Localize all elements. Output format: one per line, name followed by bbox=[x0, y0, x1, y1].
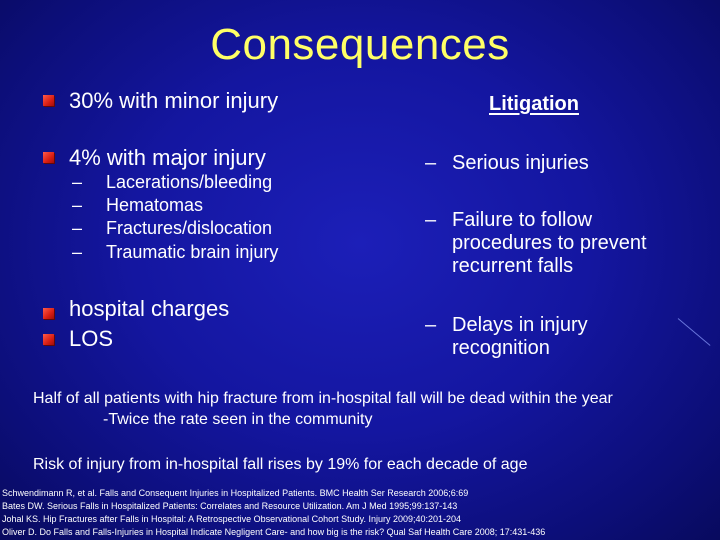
sub-bullet-text: Traumatic brain injury bbox=[106, 242, 279, 262]
bullet-square-icon bbox=[43, 334, 54, 345]
reference-item: Schwendimann R, et al. Falls and Consequent Injuries in Hospitalized Patients. BMC Health Ser Research 2006;6:69 bbox=[2, 488, 469, 498]
bullet-major-injury: 4% with major injury bbox=[69, 145, 266, 170]
sub-bullet-traumatic-brain-injury bbox=[72, 242, 278, 263]
litigation-item-serious-injuries bbox=[425, 152, 715, 176]
bullet-square-icon bbox=[43, 152, 54, 163]
dash-marker: – bbox=[425, 209, 437, 231]
reference-item: Bates DW. Serious Falls in Hospitalized Patients: Correlates and Resource Utilization. Am J Med 1995;99:137-143 bbox=[2, 501, 458, 511]
bullet-hospital-charges: hospital charges bbox=[69, 296, 230, 321]
dash-marker: – bbox=[72, 172, 83, 192]
litigation-item-failure-to-follow bbox=[425, 209, 715, 279]
sub-bullet-lacerations bbox=[72, 172, 272, 193]
hip-fracture-statement: Half of all patients with hip fracture from in-hospital fall will be dead within the year bbox=[33, 390, 613, 407]
litigation-item-delays bbox=[425, 314, 715, 362]
bullet-los: LOS bbox=[69, 326, 114, 351]
sub-bullet-fractures bbox=[72, 218, 272, 239]
slide-title: Consequences bbox=[210, 20, 510, 69]
litigation-item-line: recognition bbox=[452, 337, 550, 359]
dash-marker: – bbox=[425, 314, 437, 336]
reference-item: Oliver D. Do Falls and Falls-Injuries in Hospital Indicate Negligent Care- and how big is the risk? Qual Saf Health Care 2008; 17:431-436 bbox=[2, 527, 546, 537]
twice-rate-statement: -Twice the rate seen in the community bbox=[103, 411, 373, 428]
reference-item: Johal KS. Hip Fractures after Falls in Hospital: A Retrospective Observational Cohort Study. Injury 2009;40:201-204 bbox=[2, 514, 462, 524]
litigation-item-line: Failure to follow bbox=[452, 209, 593, 231]
dash-marker: – bbox=[72, 195, 83, 215]
sub-bullet-text: Lacerations/bleeding bbox=[106, 172, 273, 192]
risk-statement: Risk of injury from in-hospital fall rises by 19% for each decade of age bbox=[33, 456, 528, 473]
bullet-square-icon bbox=[43, 308, 54, 319]
litigation-item-line: Delays in injury bbox=[452, 314, 588, 336]
dash-marker: – bbox=[72, 242, 83, 262]
sub-bullet-text: Hematomas bbox=[106, 195, 204, 215]
litigation-item-line: procedures to prevent bbox=[452, 232, 647, 254]
sub-bullet-hematomas bbox=[72, 195, 203, 216]
litigation-item-line: Serious injuries bbox=[452, 152, 589, 174]
bullet-minor-injury: 30% with minor injury bbox=[69, 88, 279, 113]
bullet-square-icon bbox=[43, 95, 54, 106]
sub-bullet-text: Fractures/dislocation bbox=[106, 218, 273, 238]
references bbox=[2, 487, 545, 539]
litigation-heading: Litigation bbox=[489, 93, 579, 115]
litigation-item-line: recurrent falls bbox=[452, 255, 574, 277]
dash-marker: – bbox=[425, 152, 437, 174]
dash-marker: – bbox=[72, 218, 83, 238]
